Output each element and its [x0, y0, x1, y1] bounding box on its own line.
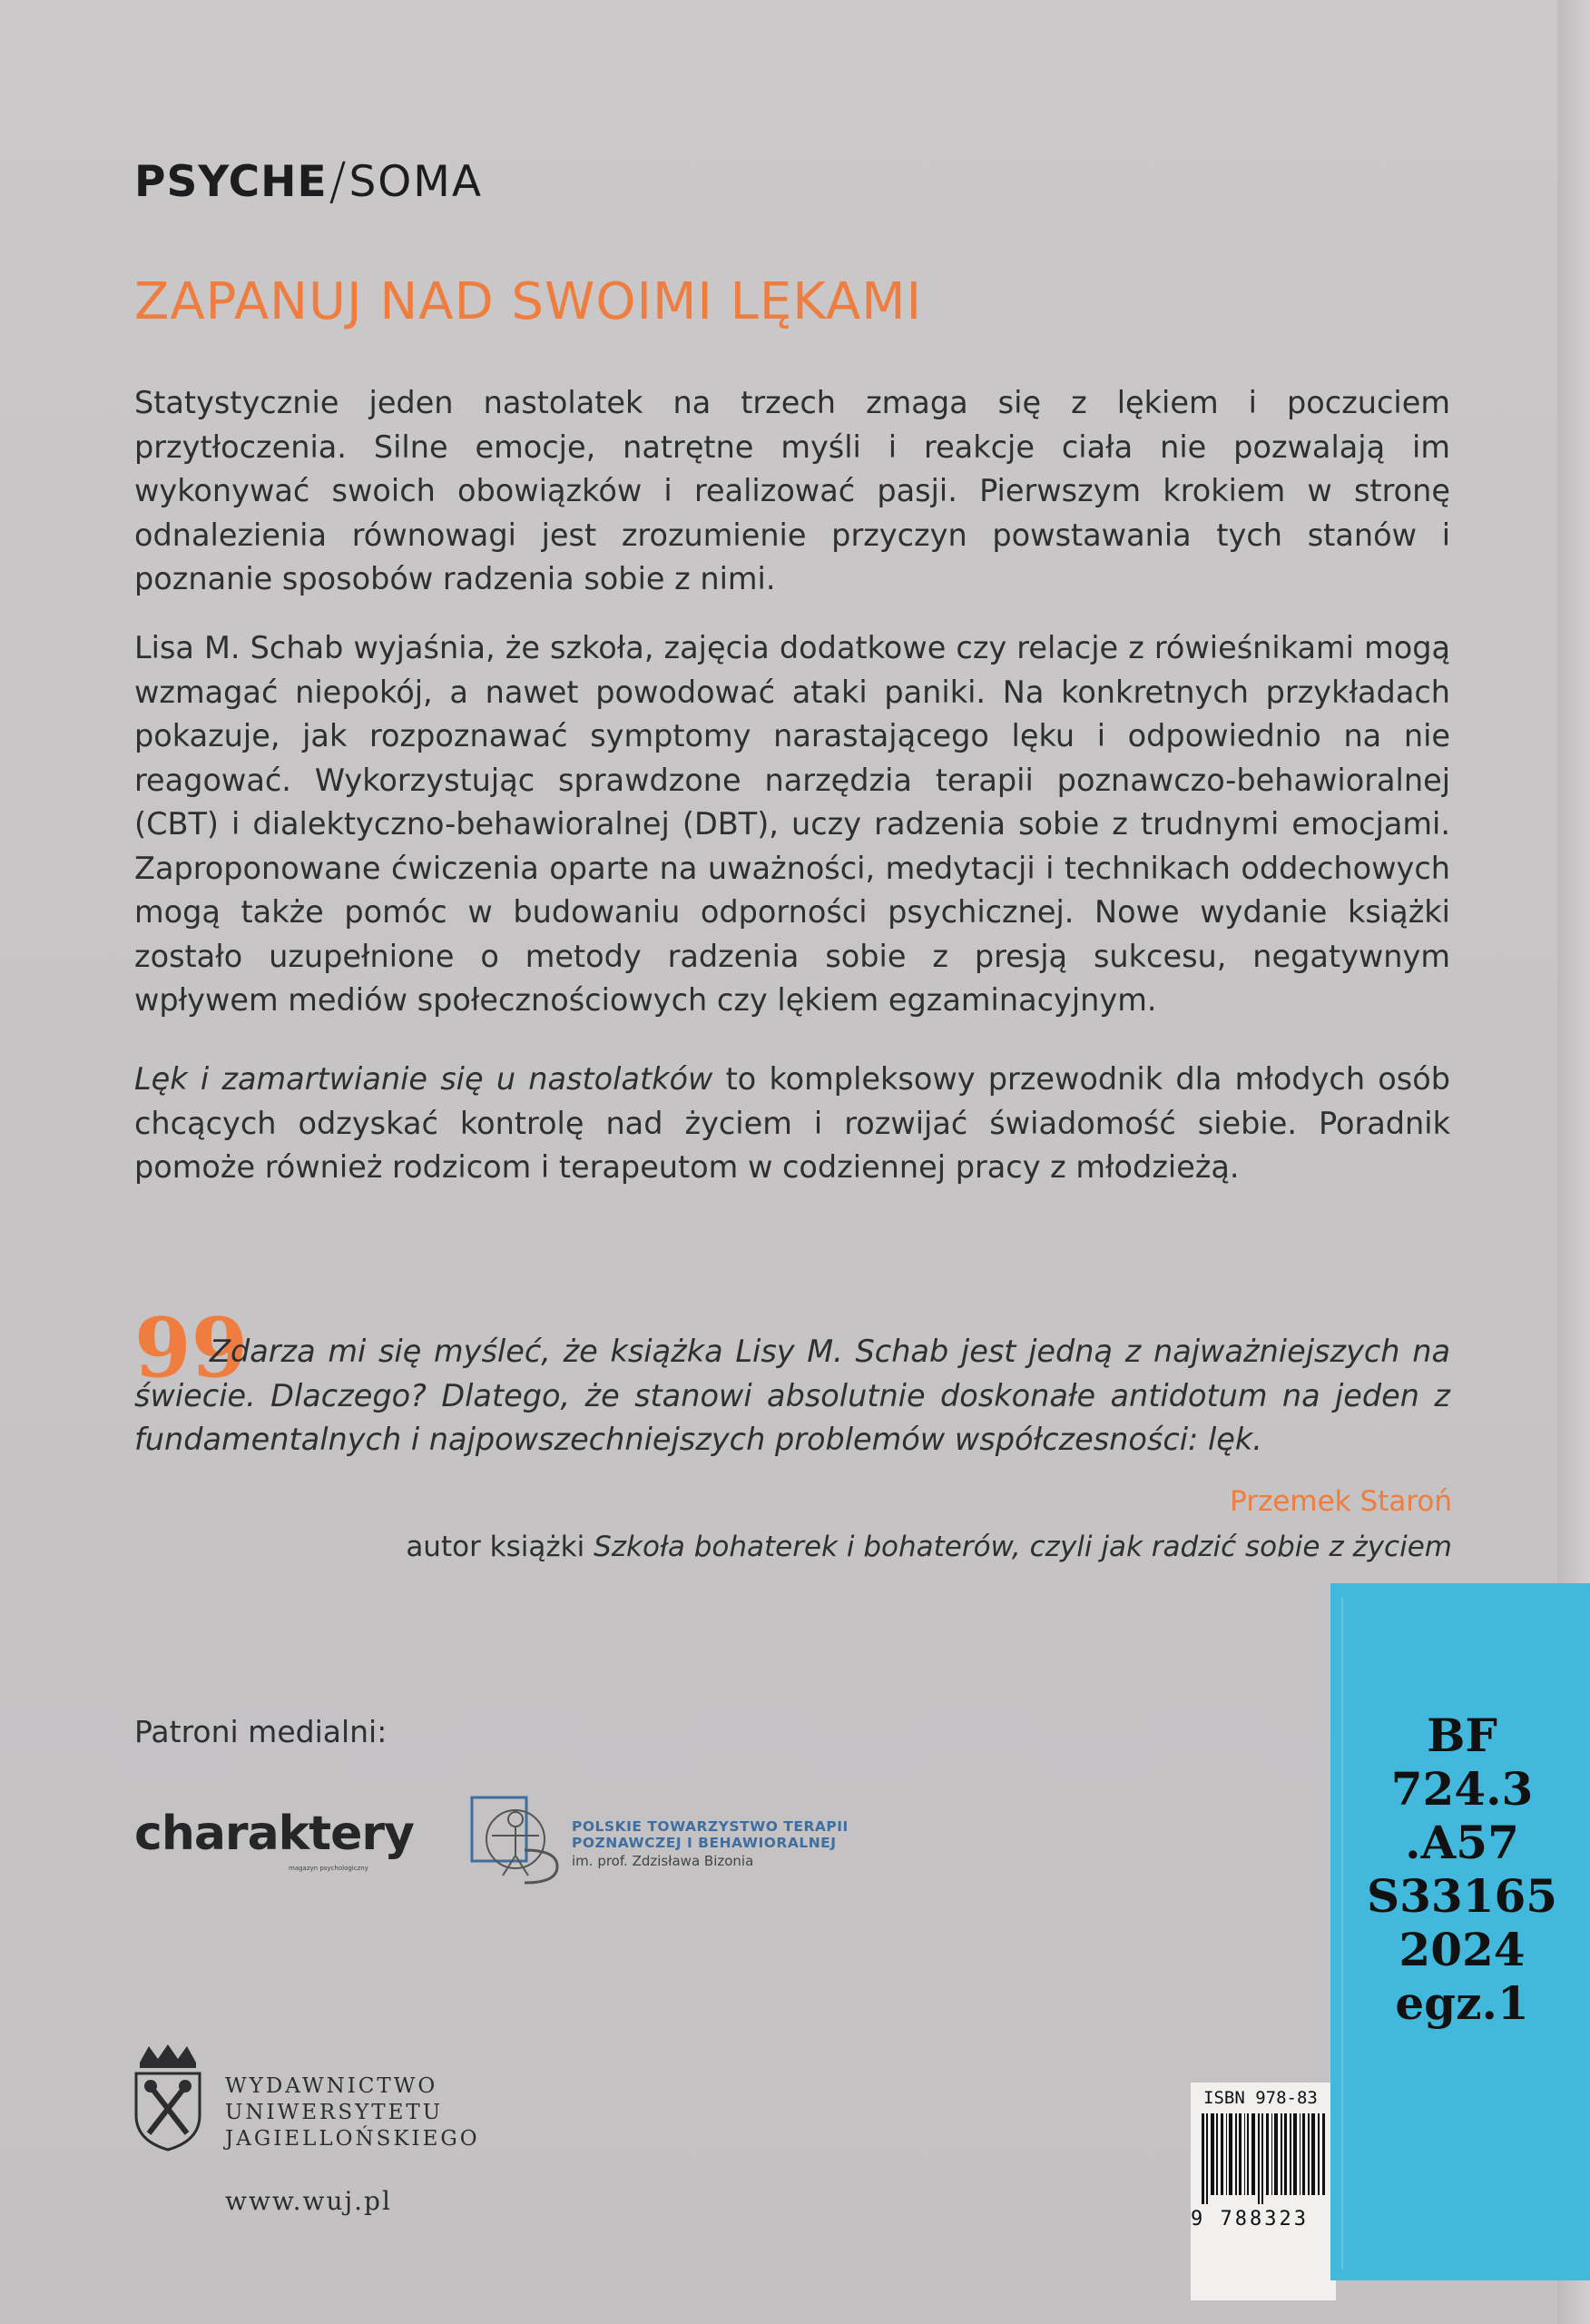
series-logo	[134, 153, 483, 212]
call-number-line-1: BF	[1427, 1709, 1497, 1762]
blurb-paragraph-2: Lisa M. Schab wyjaśnia, że szkoła, zajęcia dodatkowe czy relacje z rówieśnikami mogą wzmagać niepokój, a nawet powodować ataki paniki. Na konkretnych przykładach pokazuje, jak rozpoznawać symptomy narastającego lęku i odpowiednio na nie reagować. Wykorzystując sprawdzone narzędzia terapii poznawczo-behawioralnej (CBT) i dialektyczno-behawioralnej (DBT), uczy radzenia sobie z trudnymi emocjami. Zaproponowane ćwiczenia oparte na uważności, medytacji i technikach oddechowych mogą także pomóc w budowaniu odporności psychicznej. Nowe wydanie książki zostało uzupełnione o metody radzenia sobie z presją sukcesu, negatywnym wpływem mediów społecznościowych czy lękiem egzaminacyjnym.	[134, 630, 1450, 1018]
ptt-name	[572, 1818, 849, 1851]
publisher-name	[225, 2073, 480, 2152]
call-number-line-6: egz.1	[1395, 1976, 1529, 2030]
call-number-line-4: S33165	[1366, 1869, 1558, 1923]
call-number-line-2: 724.3	[1390, 1762, 1534, 1816]
charaktery-logo: charaktery	[134, 1807, 414, 1861]
quote-mark-icon: 99	[134, 1300, 249, 1396]
endorsement-quote: Zdarza mi się myśleć, że książka Lisy M. Schab jest jedną z najważniejszych na świecie. Dlaczego? Dlatego, że stanowi absolutnie doskonałe antidotum na jeden z fundamentalnych i najpowszechniejszych problemów współczesności: lęk.	[134, 1334, 1450, 1457]
author-desc-prefix: autor książki	[406, 1531, 594, 1563]
call-number	[1334, 1709, 1590, 2030]
barcode-icon	[1202, 2113, 1329, 2204]
ptt-logo-icon	[470, 1796, 561, 1885]
call-number-line-5: 2024	[1399, 1923, 1526, 1976]
blurb-paragraph-3	[134, 1058, 1450, 1190]
series-logo-soma: SOMA	[348, 157, 483, 207]
media-patrons-label: Patroni medialni:	[134, 1714, 388, 1749]
charaktery-logo-tagline: magazyn psychologiczny	[289, 1865, 368, 1872]
series-logo-psyche: PSYCHE	[134, 157, 328, 207]
publisher-name-line-1: WYDAWNICTWO	[225, 2074, 438, 2098]
wuj-crest-icon	[132, 2043, 203, 2152]
isbn-label: ISBN 978-83	[1203, 2088, 1318, 2108]
call-number-line-3: .A57	[1405, 1816, 1519, 1869]
author-book-title: Szkoła bohaterek i bohaterów, czyli jak radzić sobie z życiem	[594, 1531, 1452, 1563]
publisher-url: www.wuj.pl	[225, 2186, 392, 2216]
book-title: Lęk i zamartwianie się u nastolatków	[134, 1061, 713, 1097]
publisher-name-line-3: JAGIELLOŃSKIEGO	[225, 2127, 480, 2151]
blurb-paragraph-3-text: to kompleksowy przewodnik dla młodych osób chcących odzyskać kontrolę nad życiem i rozwijać świadomość siebie. Poradnik pomoże również rodzicom i terapeutom w codziennej pracy z młodzieżą.	[134, 1061, 1450, 1185]
quote-author-description	[336, 1531, 1452, 1563]
blurb-paragraph-1: Statystycznie jeden nastolatek na trzech zmaga się z lękiem i poczuciem przytłoczenia. Silne emocje, natrętne myśli i reakcje ciała nie pozwalają im wykonywać swoich obowiązków i realizować pasji. Pierwszym krokiem w stronę odnalezienia równowagi jest zrozumienie przyczyn powstawania tych stanów i poznanie sposobów radzenia sobie z nimi.	[134, 385, 1450, 596]
barcode-digits: 9 788323	[1191, 2208, 1309, 2230]
ptt-subtitle: im. prof. Zdzisława Bizonia	[572, 1853, 754, 1869]
headline: ZAPANUJ NAD SWOIMI LĘKAMI	[134, 272, 923, 331]
series-logo-slash: /	[329, 153, 348, 212]
ptt-name-line-1: POLSKIE TOWARZYSTWO TERAPII	[572, 1818, 849, 1835]
ptt-name-line-2: POZNAWCZEJ I BEHAWIORALNEJ	[572, 1835, 837, 1851]
publisher-name-line-2: UNIWERSYTETU	[225, 2101, 444, 2124]
quote-author: Przemek Staroń	[1230, 1485, 1452, 1518]
